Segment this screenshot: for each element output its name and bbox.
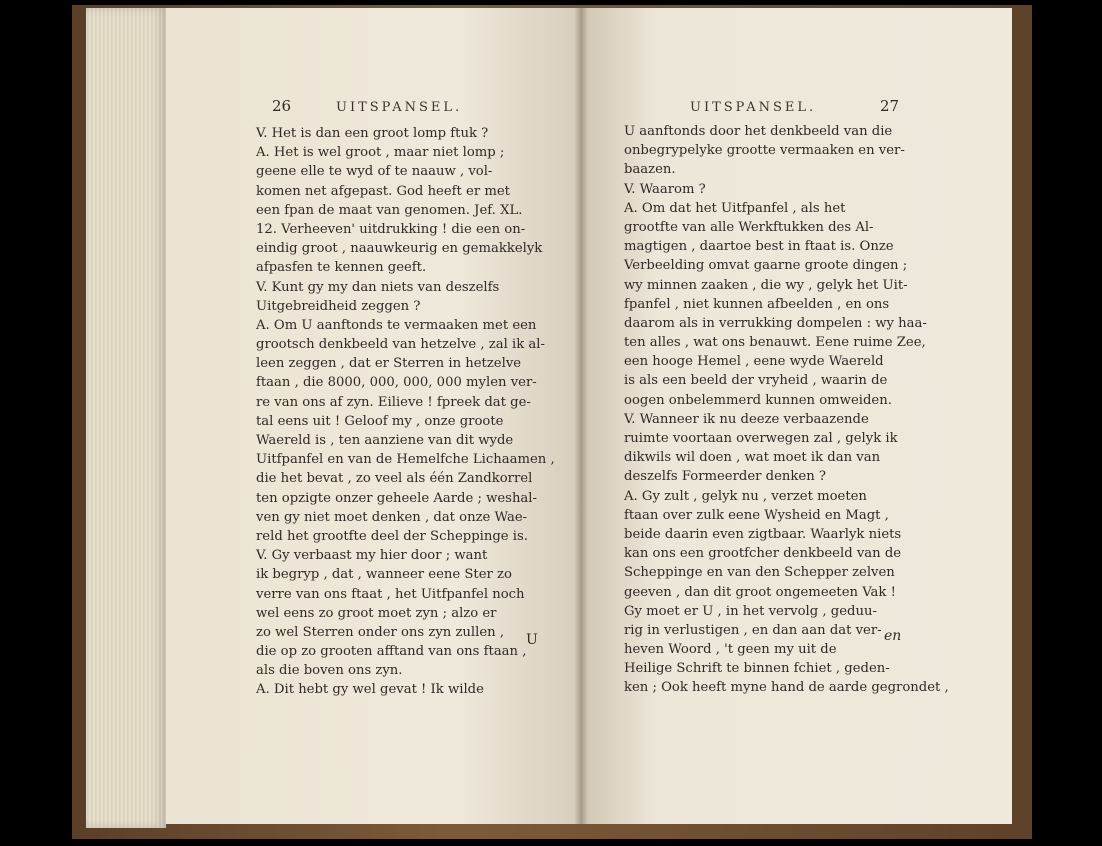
text-line: A. Het is wel groot , maar niet lomp ;: [256, 145, 505, 161]
text-line: die het bevat , zo veel als één Zandkorrel: [256, 471, 533, 487]
text-line: Heilige Schrift te binnen fchiet , geden-: [624, 661, 890, 677]
text-line: eindig groot , naauwkeurig en gemakkelyk: [256, 241, 543, 257]
text-line: oogen onbelemmerd kunnen omweiden.: [624, 392, 892, 408]
text-line: grootsch denkbeeld van hetzelve , zal ik al-: [256, 337, 545, 353]
text-line: V. Waarom ?: [624, 181, 706, 197]
text-line: is als een beeld der vryheid , waarin de: [624, 373, 888, 389]
text-line: V. Wanneer ik nu deeze verbaazende: [624, 411, 869, 427]
text-line: reld het grootfte deel der Scheppinge is.: [256, 528, 528, 544]
text-line: afpasfen te kennen geeft.: [256, 260, 427, 276]
text-line: deszelfs Formeerder denken ?: [624, 469, 826, 485]
left-running-head: UITSPANSEL.: [336, 100, 463, 115]
text-line: A. Om dat het Uitfpanfel , als het: [624, 200, 846, 216]
text-line: ken ; Ook heeft myne hand de aarde gegrondet ,: [624, 680, 949, 696]
text-line: U aanftonds door het denkbeeld van die: [624, 124, 893, 139]
text-line: Waereld is , ten aanziene van dit wyde: [256, 433, 514, 448]
text-line: kan ons een grootfcher denkbeeld van de: [624, 546, 902, 562]
text-line: zo wel Sterren onder ons zyn zullen ,: [256, 624, 505, 640]
text-line: ten alles , wat ons benauwt. Eene ruime Zee,: [624, 335, 926, 351]
right-page-text: [624, 122, 949, 698]
text-line: wy minnen zaaken , die wy , gelyk het Uit-: [624, 277, 908, 293]
text-line: V. Het is dan een groot lomp ftuk ?: [256, 126, 489, 141]
text-line: heven Woord , 't geen my uit de: [624, 642, 837, 658]
text-line: fpanfel , niet kunnen afbeelden , en ons: [624, 296, 890, 312]
text-line: A. Gy zult , gelyk nu , verzet moeten: [624, 488, 867, 504]
text-line: ftaan over zulk eene Wysheid en Magt ,: [624, 507, 889, 523]
text-line: grootfte van alle Werkftukken des Al-: [624, 219, 874, 235]
text-line: ten opzigte onzer geheele Aarde ; weshal-: [256, 490, 537, 506]
text-line: Gy moet er U , in het vervolg , geduu-: [624, 603, 877, 619]
text-line: baazen.: [624, 162, 676, 178]
text-line: komen net afgepast. God heeft er met: [256, 183, 510, 199]
text-line: wel eens zo groot moet zyn ; alzo er: [256, 605, 497, 621]
right-running-head: UITSPANSEL.: [690, 100, 817, 115]
text-line: als die boven ons zyn.: [256, 663, 403, 679]
text-line: Uitgebreidheid zeggen ?: [256, 298, 421, 314]
text-line: A. Dit hebt gy wel gevat ! Ik wilde: [256, 682, 484, 698]
text-line: verre van ons ftaat , het Uitfpanfel noch: [256, 586, 525, 602]
text-line: een hooge Hemel , eene wyde Waereld: [624, 354, 884, 370]
text-line: een fpan de maat van genomen. Jef. XL.: [256, 202, 523, 218]
page-edges: [86, 8, 166, 828]
text-line: onbegrypelyke grootte vermaaken en ver-: [624, 143, 905, 159]
text-line: ven gy niet moet denken , dat onze Wae-: [256, 509, 528, 525]
text-line: beide daarin even zigtbaar. Waarlyk niets: [624, 526, 902, 542]
right-page-number: 27: [880, 97, 900, 115]
text-line: ik begryp , dat , wanneer eene Ster zo: [256, 567, 512, 583]
text-line: 12. Verheeven' uitdrukking ! die een on-: [256, 221, 526, 237]
text-line: Uitfpanfel en van de Hemelfche Lichaamen ,: [256, 452, 555, 468]
left-page: [166, 8, 580, 824]
left-page-number: 26: [272, 97, 292, 115]
text-line: geeven , dan dit groot ongemeeten Vak !: [624, 584, 896, 600]
text-line: Verbeelding omvat gaarne groote dingen ;: [624, 258, 908, 274]
book-gutter: [574, 8, 588, 824]
left-signature-mark: U: [526, 632, 538, 648]
text-line: leen zeggen , dat er Sterren in hetzelve: [256, 356, 522, 372]
text-line: Scheppinge en van den Schepper zelven: [624, 565, 895, 581]
text-line: tal eens uit ! Geloof my , onze groote: [256, 413, 504, 429]
text-line: re van ons af zyn. Eilieve ! fpreek dat ge-: [256, 394, 531, 410]
text-line: magtigen , daartoe best in ftaat is. Onze: [624, 239, 894, 255]
text-line: A. Om U aanftonds te vermaaken met een: [256, 317, 537, 333]
text-line: dikwils wil doen , wat moet ik dan van: [624, 450, 881, 466]
text-line: V. Gy verbaast my hier door ; want: [256, 548, 488, 564]
text-line: V. Kunt gy my dan niets van deszelfs: [256, 279, 500, 295]
text-line: daarom als in verrukking dompelen : wy haa-: [624, 315, 927, 331]
right-catchword: en: [884, 628, 902, 644]
left-page-text: [256, 124, 555, 700]
text-line: rig in verlustigen , en dan aan dat ver-: [624, 622, 882, 638]
text-line: ftaan , die 8000, 000, 000, 000 mylen ver-: [256, 375, 537, 391]
right-page: [580, 8, 1012, 824]
text-line: ruimte voortaan overwegen zal , gelyk ik: [624, 431, 898, 446]
text-line: die op zo grooten afftand van ons ftaan ,: [256, 644, 527, 660]
text-line: geene elle te wyd of te naauw , vol-: [256, 164, 493, 180]
